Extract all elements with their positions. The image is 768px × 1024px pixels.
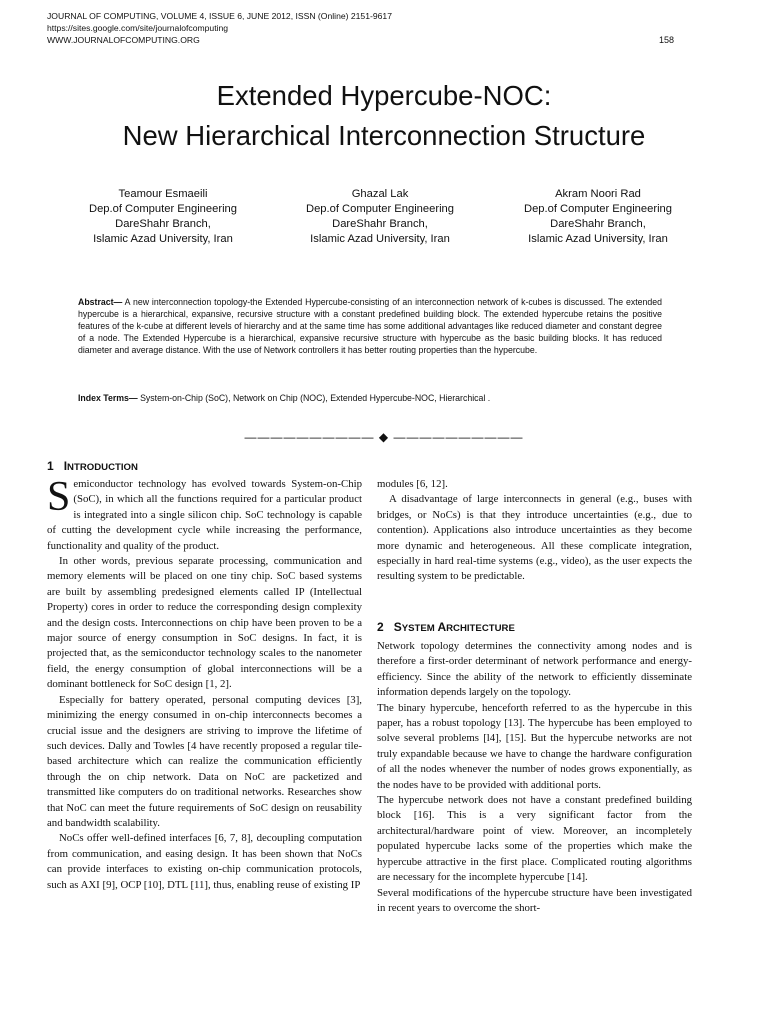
section-title-rest: RCHITECTURE <box>446 623 515 634</box>
author-name: Ghazal Lak <box>351 188 409 200</box>
author-block <box>270 187 490 247</box>
paper-title-line1: Extended Hypercube-NOC: <box>216 80 552 111</box>
paragraph: The binary hypercube, henceforth referred to as the hypercube in this paper, has a robust topology [13]. The hypercube has been employed to solve several problems [l4], [15]. But the hypercube networks are not truly expandable because we have to change the hardware configuration of all the nodes whenever the number of nodes grows exponentially, as the nodes have to be provided with additional ports. <box>377 701 692 791</box>
paragraph: emiconductor technology has evolved towards System-on-Chip (SoC), in which all the functions required for a particular product is integrated into a single silicon chip. SoC technology is capable of cutting the development cycle while increasing the performance, functionality and quality of the product. <box>47 478 362 552</box>
section-title-rest: YSTEM <box>401 623 438 634</box>
abstract <box>78 296 662 356</box>
drop-cap: S <box>47 474 71 520</box>
section-number: 1 <box>47 459 54 473</box>
section-heading-system-architecture <box>377 620 515 634</box>
paragraph: In other words, previous separate processing, communication and memory elements will be placed on one tiny chip. SoC based systems are built by assembling predesigned elements called IP (Intellectual Property) cores in order to reduce the corresponding design complexity and the design costs. Interconnections on chip have been proven to be a major source of energy consumption in SoC designs. In fact, it is projected that, as the semiconductor technology scales to the nanometer field, the energy consumption of global interconnections will be a dominant bottleneck for SoC design [1, 2]. <box>47 555 362 691</box>
paragraph: The hypercube network does not have a constant predefined building block [16]. This is a very significant factor from the architectural/hardware point of view. Moreover, an incompletely populated hypercube lacks some of the properties which make the hypercube attractive in the first place. Complicated routing algorithms are necessary for the incomplete hypercube [14]. <box>377 794 692 884</box>
index-terms-text: System-on-Chip (SoC), Network on Chip (NOC), Extended Hypercube-NOC, Hierarchical . <box>137 393 491 403</box>
author-university: Islamic Azad University, Iran <box>528 233 668 245</box>
author-branch: DareShahr Branch, <box>115 218 211 230</box>
section-title-cap: I <box>63 459 68 473</box>
abstract-text: A new interconnection topology-the Extended Hypercube-consisting of an interconnection network of k-cubes is discussed. The extended hypercube is a hierarchical, expansive, recursive structure with a constant predefined building block. The extended hypercube retains the positive features of the k-cube at different levels of hierarchy and at the same time has some additional advantages like reduced diameter and constant degree of a node. The Extended Hypercube is a hierarchical, expansive recursive structure with hypercube as the basic building blocks. It has reduced diameter and average distance. With the use of Network controllers it has better routing properties than the hypercube. <box>78 297 662 355</box>
paper-title-line2: New Hierarchical Interconnection Structure <box>122 120 646 151</box>
author-branch: DareShahr Branch, <box>332 218 428 230</box>
author-dept: Dep.of Computer Engineering <box>88 203 237 215</box>
abstract-label: Abstract— <box>78 297 123 307</box>
author-branch: DareShahr Branch, <box>550 218 646 230</box>
author-dept: Dep.of Computer Engineering <box>305 203 454 215</box>
right-column-bottom <box>377 639 692 916</box>
author-university: Islamic Azad University, Iran <box>310 233 450 245</box>
section-separator: —————————— ◆ —————————— <box>244 430 524 444</box>
author-university: Islamic Azad University, Iran <box>93 233 233 245</box>
author-name: Akram Noori Rad <box>555 188 641 200</box>
paragraph: A disadvantage of large interconnects in general (e.g., buses with bridges, or NoCs) is that they introduce uncertainties (e.g., due to contention). Applications also introduce uncertainties as they become more dynamic and heterogeneous. All these complicate integration, especially in hard real-time systems (e.g., video), as the user expects the resulting system to be predictable. <box>377 493 692 583</box>
paragraph: NoCs offer well-defined interfaces [6, 7, 8], decoupling computation from communication, and easing design. It has been shown that NoCs can provide interfaces to existing on-chip communication protocols, such as AXI [9], OCP [10], DTL [11], thus, enabling reuse of existing IP <box>47 832 362 891</box>
journal-url: https://sites.google.com/site/journalofcomputing <box>47 23 229 33</box>
left-column <box>47 474 362 893</box>
journal-site: WWW.JOURNALOFCOMPUTING.ORG <box>47 35 200 45</box>
page-number: 158 <box>658 35 674 45</box>
section-title-cap: A <box>437 620 447 634</box>
author-name: Teamour Esmaeili <box>118 188 208 200</box>
section-title-rest: NTRODUCTION <box>67 462 138 473</box>
author-dept: Dep.of Computer Engineering <box>523 203 672 215</box>
paragraph: Several modifications of the hypercube structure have been investigated in recent years to overcome the short- <box>377 886 692 914</box>
section-title-cap: S <box>393 620 402 634</box>
author-block <box>53 187 273 247</box>
section-heading-introduction <box>47 459 138 473</box>
journal-header: JOURNAL OF COMPUTING, VOLUME 4, ISSUE 6, JUNE 2012, ISSN (Online) 2151-9617 <box>47 11 392 21</box>
right-column-top <box>377 477 692 585</box>
index-terms <box>78 393 678 403</box>
author-block <box>488 187 708 247</box>
section-number: 2 <box>377 620 384 634</box>
paragraph: Network topology determines the connectivity among nodes and is therefore a first-order determinant of network performance and energy-efficiency. Since the ability of the network to efficiently disseminate information depends largely on the topology. <box>377 640 692 699</box>
index-terms-label: Index Terms— <box>78 393 138 403</box>
paragraph: Especially for battery operated, personal computing devices [3], minimizing the energy consumed in on-chip interconnects becomes a crucial issue and the designers are striving to improve the lifetime of such devices. Dally and Towles [4 have recently proposed a regular tile-based architecture which can realize the communication efficiently through the on chip network. Data on NoC are packetized and transmitted like computers do on traditional networks. Researches show that NoC can meet the future requirements of SoC design on reusability and bandwidth scalability. <box>47 693 362 829</box>
paragraph: modules [6, 12]. <box>377 478 448 490</box>
